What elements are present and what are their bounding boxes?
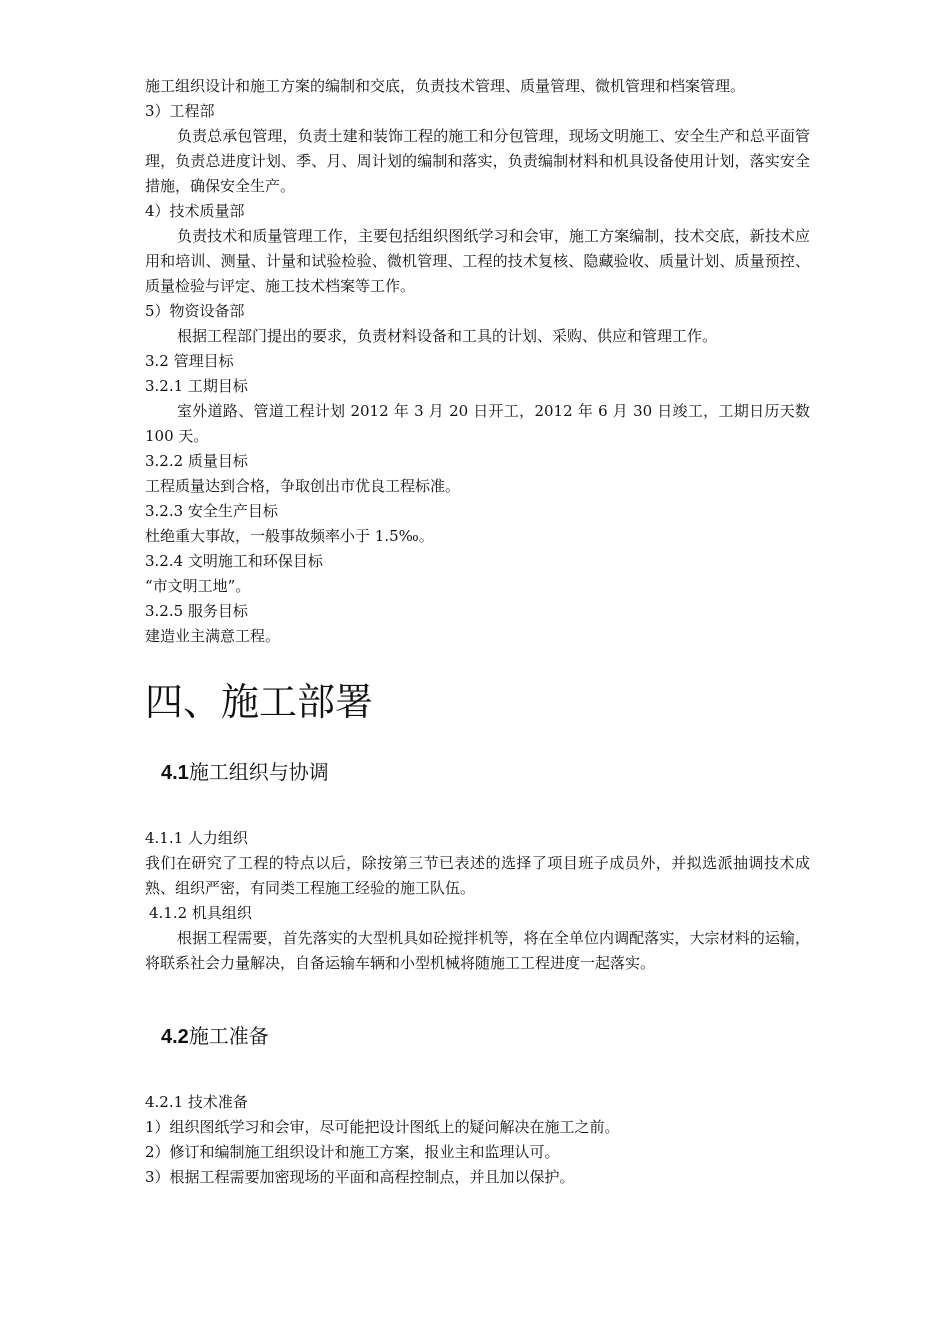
document-page (145, 74, 810, 1190)
list-item: 1）组织图纸学习和会审，尽可能把设计图纸上的疑问解决在施工之前。 (145, 1118, 620, 1136)
subsection-heading: 3）工程部 (145, 102, 215, 120)
text-line: 建造业主满意工程。 (145, 627, 281, 645)
subsection-heading: 3.2.2 质量目标 (145, 452, 248, 470)
paragraph: 根据工程部门提出的要求，负责材料设备和工具的计划、采购、供应和管理工作。 (177, 327, 718, 345)
section-number: 4.1 (161, 762, 189, 784)
paragraph: 室外道路、管道工程计划 2012 年 3 月 20 日开工，2012 年 6 月 30 日竣工，工期日历天数 100 天。 (145, 402, 810, 445)
section-heading-4-2 (161, 1021, 810, 1052)
subsection-heading: 3.2.3 安全生产目标 (145, 502, 278, 520)
section-title: 施工组织与协调 (188, 760, 329, 784)
text-line: “市文明工地”。 (145, 577, 251, 595)
paragraph: 我们在研究了工程的特点以后，除按第三节已表述的选择了项目班子成员外，并拟选派抽调技术成熟、组织严密，有同类工程施工经验的施工队伍。 (145, 854, 810, 897)
subsection-heading: 3.2.5 服务目标 (145, 602, 248, 620)
subsection-heading: 3.2.4 文明施工和环保目标 (145, 552, 323, 570)
section-heading-4-1 (161, 757, 810, 788)
paragraph: 负责总承包管理，负责土建和装饰工程的施工和分包管理，现场文明施工、安全生产和总平面管理，负责总进度计划、季、月、周计划的编制和落实，负责编制材料和机具设备使用计划，落实安全措施，确保安全生产。 (145, 127, 810, 195)
subsection-heading: 4.1.2 机具组织 (149, 904, 252, 922)
subsection-heading: 4）技术质量部 (145, 202, 245, 220)
subsection-heading: 5）物资设备部 (145, 302, 245, 320)
list-item: 3）根据工程需要加密现场的平面和高程控制点，并且加以保护。 (145, 1168, 575, 1186)
section-heading: 3.2 管理目标 (145, 352, 234, 370)
text-line: 杜绝重大事故，一般事故频率小于 1.5‰。 (145, 527, 434, 545)
subsection-heading: 3.2.1 工期目标 (145, 377, 248, 395)
subsection-heading: 4.1.1 人力组织 (145, 829, 248, 847)
text-line: 施工组织设计和施工方案的编制和交底，负责技术管理、质量管理、微机管理和档案管理。 (145, 77, 746, 95)
text-line: 工程质量达到合格，争取创出市优良工程标准。 (145, 477, 461, 495)
chapter-title: 四、施工部署 (145, 680, 374, 724)
paragraph: 负责技术和质量管理工作，主要包括组织图纸学习和会审，施工方案编制，技术交底，新技术应用和培训、测量、计量和试验检验、微机管理、工程的技术复核、隐藏验收、质量计划、质量预控、质量检验与评定、施工技术档案等工作。 (145, 227, 810, 295)
subsection-heading: 4.2.1 技术准备 (145, 1093, 248, 1111)
section-number: 4.2 (161, 1026, 189, 1048)
section-title: 施工准备 (188, 1024, 269, 1048)
paragraph: 根据工程需要，首先落实的大型机具如砼搅拌机等，将在全单位内调配落实，大宗材料的运输，将联系社会力量解决，自备运输车辆和小型机械将随施工工程进度一起落实。 (145, 929, 810, 972)
list-item: 2）修订和编制施工组织设计和施工方案，报业主和监理认可。 (145, 1143, 560, 1161)
